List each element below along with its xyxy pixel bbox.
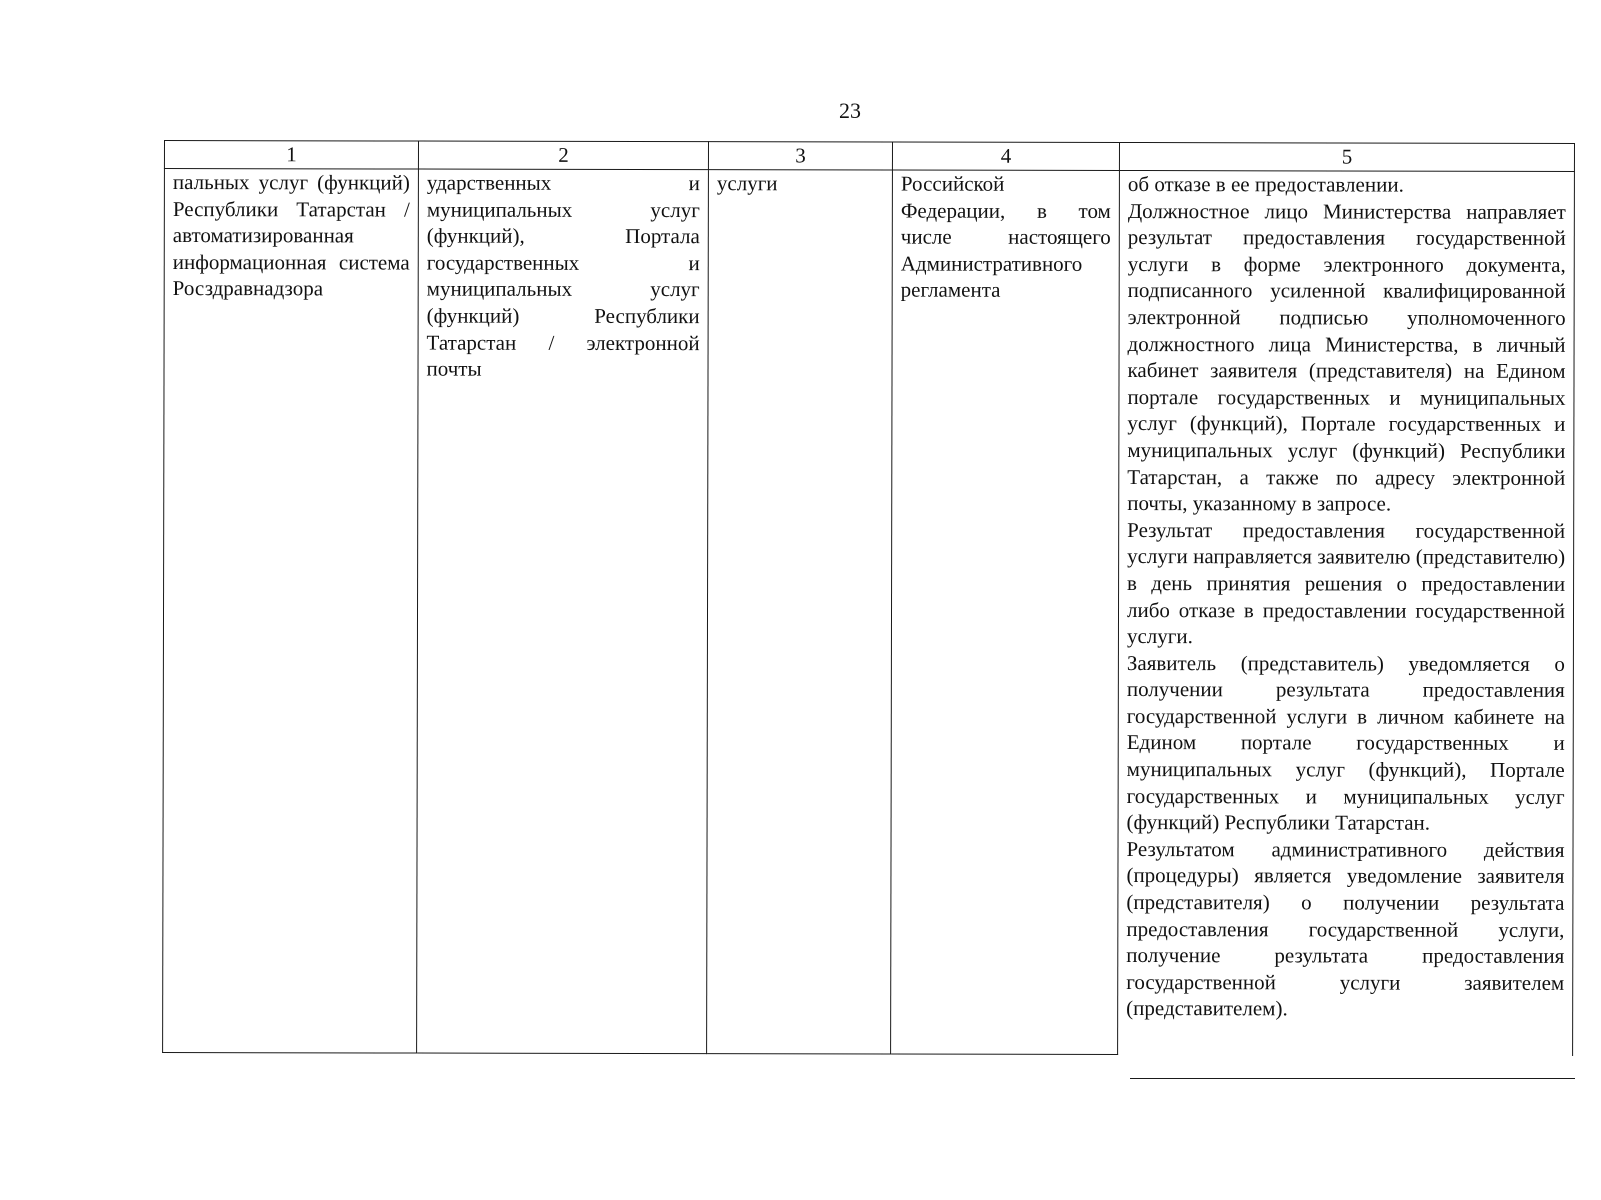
cell-col3 bbox=[707, 170, 893, 1054]
column-header-3: 3 bbox=[708, 142, 892, 170]
table-header bbox=[164, 141, 1574, 172]
table-row bbox=[163, 169, 1575, 1056]
column-header-4: 4 bbox=[892, 142, 1119, 170]
cell-col1 bbox=[163, 169, 419, 1054]
paragraph-electronic-result: Должностное лицо Министерства направляет результат предоставления государственной услуги в форме электронного документа, подписанного усиленной квалифицированной электронной подписью уполномоченного должностного лица Министерства, в личный кабинет заявителя (представителя) на Едином портале государственных и муниципальных услуг (функций), Портале государственных и муниципальных услуг (функций) Республики Татарстан, а также по адресу электронной почты, указанному в запросе. bbox=[1127, 198, 1566, 516]
column-header-2: 2 bbox=[418, 141, 708, 170]
paragraph-result-sending: Результат предоставления государственной услуги направляется заявителю (представителю) в день принятия решения о предоставлении либо отказе в предоставлении государственной услуги. bbox=[1126, 517, 1566, 649]
cell-text-col3: услуги bbox=[716, 171, 778, 196]
cell-text-col1: пальных услуг (функций) Республики Татарстан / автоматизированная информационная система Росздравнадзора bbox=[172, 170, 410, 301]
cell-col5 bbox=[1118, 171, 1575, 1056]
cell-text-col4: Российской Федерации, в том числе настоящего Административного регламента bbox=[900, 171, 1111, 303]
cell-col2 bbox=[417, 169, 709, 1054]
page-number: 23 bbox=[839, 98, 861, 123]
header-row bbox=[164, 141, 1574, 172]
cell-col4 bbox=[891, 170, 1120, 1054]
column-header-5: 5 bbox=[1119, 143, 1574, 172]
bottom-rule bbox=[1130, 1078, 1575, 1079]
paragraph-notification: Заявитель (представитель) уведомляется о получении результата предоставления государственной услуги в личном кабинете на Едином портале государственных и муниципальных услуг (функций), Портале государственных и муниципальных услуг (функций) Республики Татарстан. bbox=[1126, 650, 1565, 835]
procedure-table bbox=[162, 140, 1575, 1056]
paragraph-refusal: об отказе в ее предоставлении. bbox=[1127, 172, 1404, 197]
cell-text-col2: ударственных и муниципальных услуг (функций), Портала государственных и муниципальных услуг (функций) Республики Татарстан / электронной почты bbox=[426, 170, 700, 381]
paragraph-action-result: Результатом административного действия (процедуры) является уведомление заявителя (представителя) о получении результата предоставления государственной услуги, получение результата предоставления государственной услуги заявителем (представителем). bbox=[1126, 836, 1565, 1021]
column-header-1: 1 bbox=[164, 141, 418, 170]
